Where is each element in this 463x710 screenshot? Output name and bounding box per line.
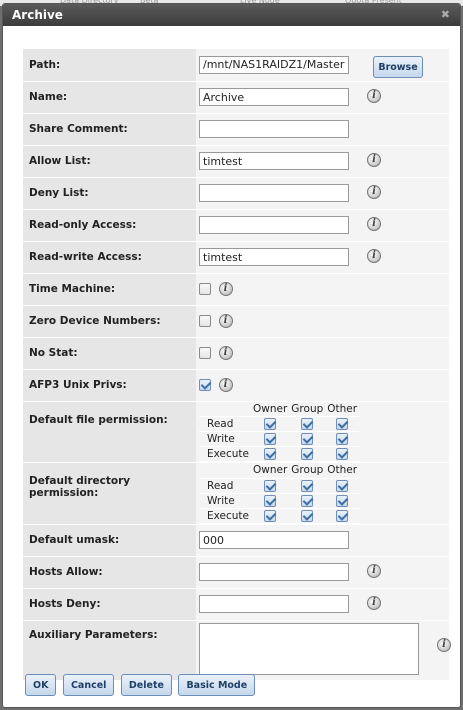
hosts-deny-label: Hosts Deny: <box>23 588 196 620</box>
file-owner-read-checkbox[interactable] <box>264 418 276 430</box>
name-label: Name: <box>23 81 196 113</box>
hosts-deny-input[interactable] <box>199 595 349 613</box>
ok-button[interactable]: OK <box>25 674 56 696</box>
directory-permission-grid <box>199 463 359 524</box>
hosts-allow-label: Hosts Allow: <box>23 556 196 588</box>
no-stat-checkbox[interactable] <box>199 347 211 359</box>
info-icon[interactable]: i <box>437 638 451 652</box>
share-form <box>23 49 449 681</box>
name-input[interactable] <box>199 88 349 106</box>
path-label: Path: <box>23 49 196 81</box>
info-icon[interactable]: i <box>367 249 381 263</box>
perm-col-header: Group <box>291 464 324 477</box>
dialog-title: Archive <box>12 8 63 22</box>
read-write-access-input[interactable] <box>199 248 349 266</box>
zero-device-numbers-label: Zero Device Numbers: <box>23 305 196 337</box>
basic-mode-button[interactable]: Basic Mode <box>178 674 255 696</box>
info-icon[interactable]: i <box>367 596 381 610</box>
dir-group-execute-checkbox[interactable] <box>301 510 313 522</box>
deny-list-label: Deny List: <box>23 177 196 209</box>
perm-row-label: Read <box>207 418 234 430</box>
time-machine-label: Time Machine: <box>23 273 196 305</box>
perm-row-label: Read <box>207 479 234 492</box>
perm-col-header: Other <box>327 402 358 415</box>
dir-owner-execute-checkbox[interactable] <box>264 510 276 522</box>
info-icon[interactable]: i <box>367 564 381 578</box>
dialog-titlebar[interactable] <box>3 4 460 26</box>
browse-button[interactable]: Browse <box>373 56 423 78</box>
info-icon[interactable]: i <box>219 346 233 360</box>
dir-owner-write-checkbox[interactable] <box>264 495 276 507</box>
dir-group-read-checkbox[interactable] <box>301 480 313 492</box>
read-write-access-label: Read-write Access: <box>23 241 196 273</box>
file-owner-execute-checkbox[interactable] <box>264 448 276 460</box>
dir-other-read-checkbox[interactable] <box>336 480 348 492</box>
default-umask-input[interactable] <box>199 531 349 549</box>
hosts-allow-input[interactable] <box>199 563 349 581</box>
no-stat-label: No Stat: <box>23 337 196 369</box>
file-group-write-checkbox[interactable] <box>301 433 313 445</box>
read-only-access-input[interactable] <box>199 216 349 234</box>
dir-owner-read-checkbox[interactable] <box>264 480 276 492</box>
info-icon[interactable]: i <box>219 314 233 328</box>
file-other-write-checkbox[interactable] <box>336 433 348 445</box>
allow-list-input[interactable] <box>199 152 349 170</box>
info-icon[interactable]: i <box>367 89 381 103</box>
allow-list-label: Allow List: <box>23 145 196 177</box>
perm-row-label: Execute <box>207 509 249 522</box>
info-icon[interactable]: i <box>219 378 233 392</box>
read-only-access-label: Read-only Access: <box>23 209 196 241</box>
perm-col-header: Owner <box>253 402 288 415</box>
file-other-read-checkbox[interactable] <box>336 418 348 430</box>
default-directory-permission-label: Default directory permission: <box>23 463 196 525</box>
close-icon[interactable]: ✖ <box>440 8 450 21</box>
zero-device-numbers-checkbox[interactable] <box>199 315 211 327</box>
perm-col-header: Group <box>291 402 324 415</box>
perm-row-label: Execute <box>207 448 249 460</box>
share-comment-input[interactable] <box>199 120 349 138</box>
file-group-execute-checkbox[interactable] <box>301 448 313 460</box>
default-umask-label: Default umask: <box>23 524 196 556</box>
delete-button[interactable]: Delete <box>121 674 172 696</box>
default-file-permission-label: Default file permission: <box>23 401 196 463</box>
afp3-unix-privs-label: AFP3 Unix Privs: <box>23 369 196 401</box>
auxiliary-parameters-textarea[interactable] <box>199 623 419 675</box>
afp-share-dialog <box>2 3 461 708</box>
dir-group-write-checkbox[interactable] <box>301 495 313 507</box>
path-input[interactable] <box>199 56 349 74</box>
afp3-unix-privs-checkbox[interactable] <box>199 379 211 391</box>
info-icon[interactable]: i <box>367 153 381 167</box>
file-owner-write-checkbox[interactable] <box>264 433 276 445</box>
dir-other-write-checkbox[interactable] <box>336 495 348 507</box>
time-machine-checkbox[interactable] <box>199 283 211 295</box>
perm-row-label: Write <box>207 433 235 445</box>
perm-col-header: Owner <box>253 464 288 477</box>
info-icon[interactable]: i <box>367 185 381 199</box>
info-icon[interactable]: i <box>219 282 233 296</box>
dir-other-execute-checkbox[interactable] <box>336 510 348 522</box>
deny-list-input[interactable] <box>199 184 349 202</box>
share-comment-label: Share Comment: <box>23 113 196 145</box>
perm-row-label: Write <box>207 494 235 507</box>
cancel-button[interactable]: Cancel <box>63 674 114 696</box>
file-group-read-checkbox[interactable] <box>301 418 313 430</box>
auxiliary-parameters-label: Auxiliary Parameters: <box>23 620 196 680</box>
perm-col-header: Other <box>327 464 358 477</box>
file-other-execute-checkbox[interactable] <box>336 448 348 460</box>
info-icon[interactable]: i <box>367 217 381 231</box>
file-permission-grid <box>199 402 359 463</box>
dialog-buttons <box>25 674 258 696</box>
